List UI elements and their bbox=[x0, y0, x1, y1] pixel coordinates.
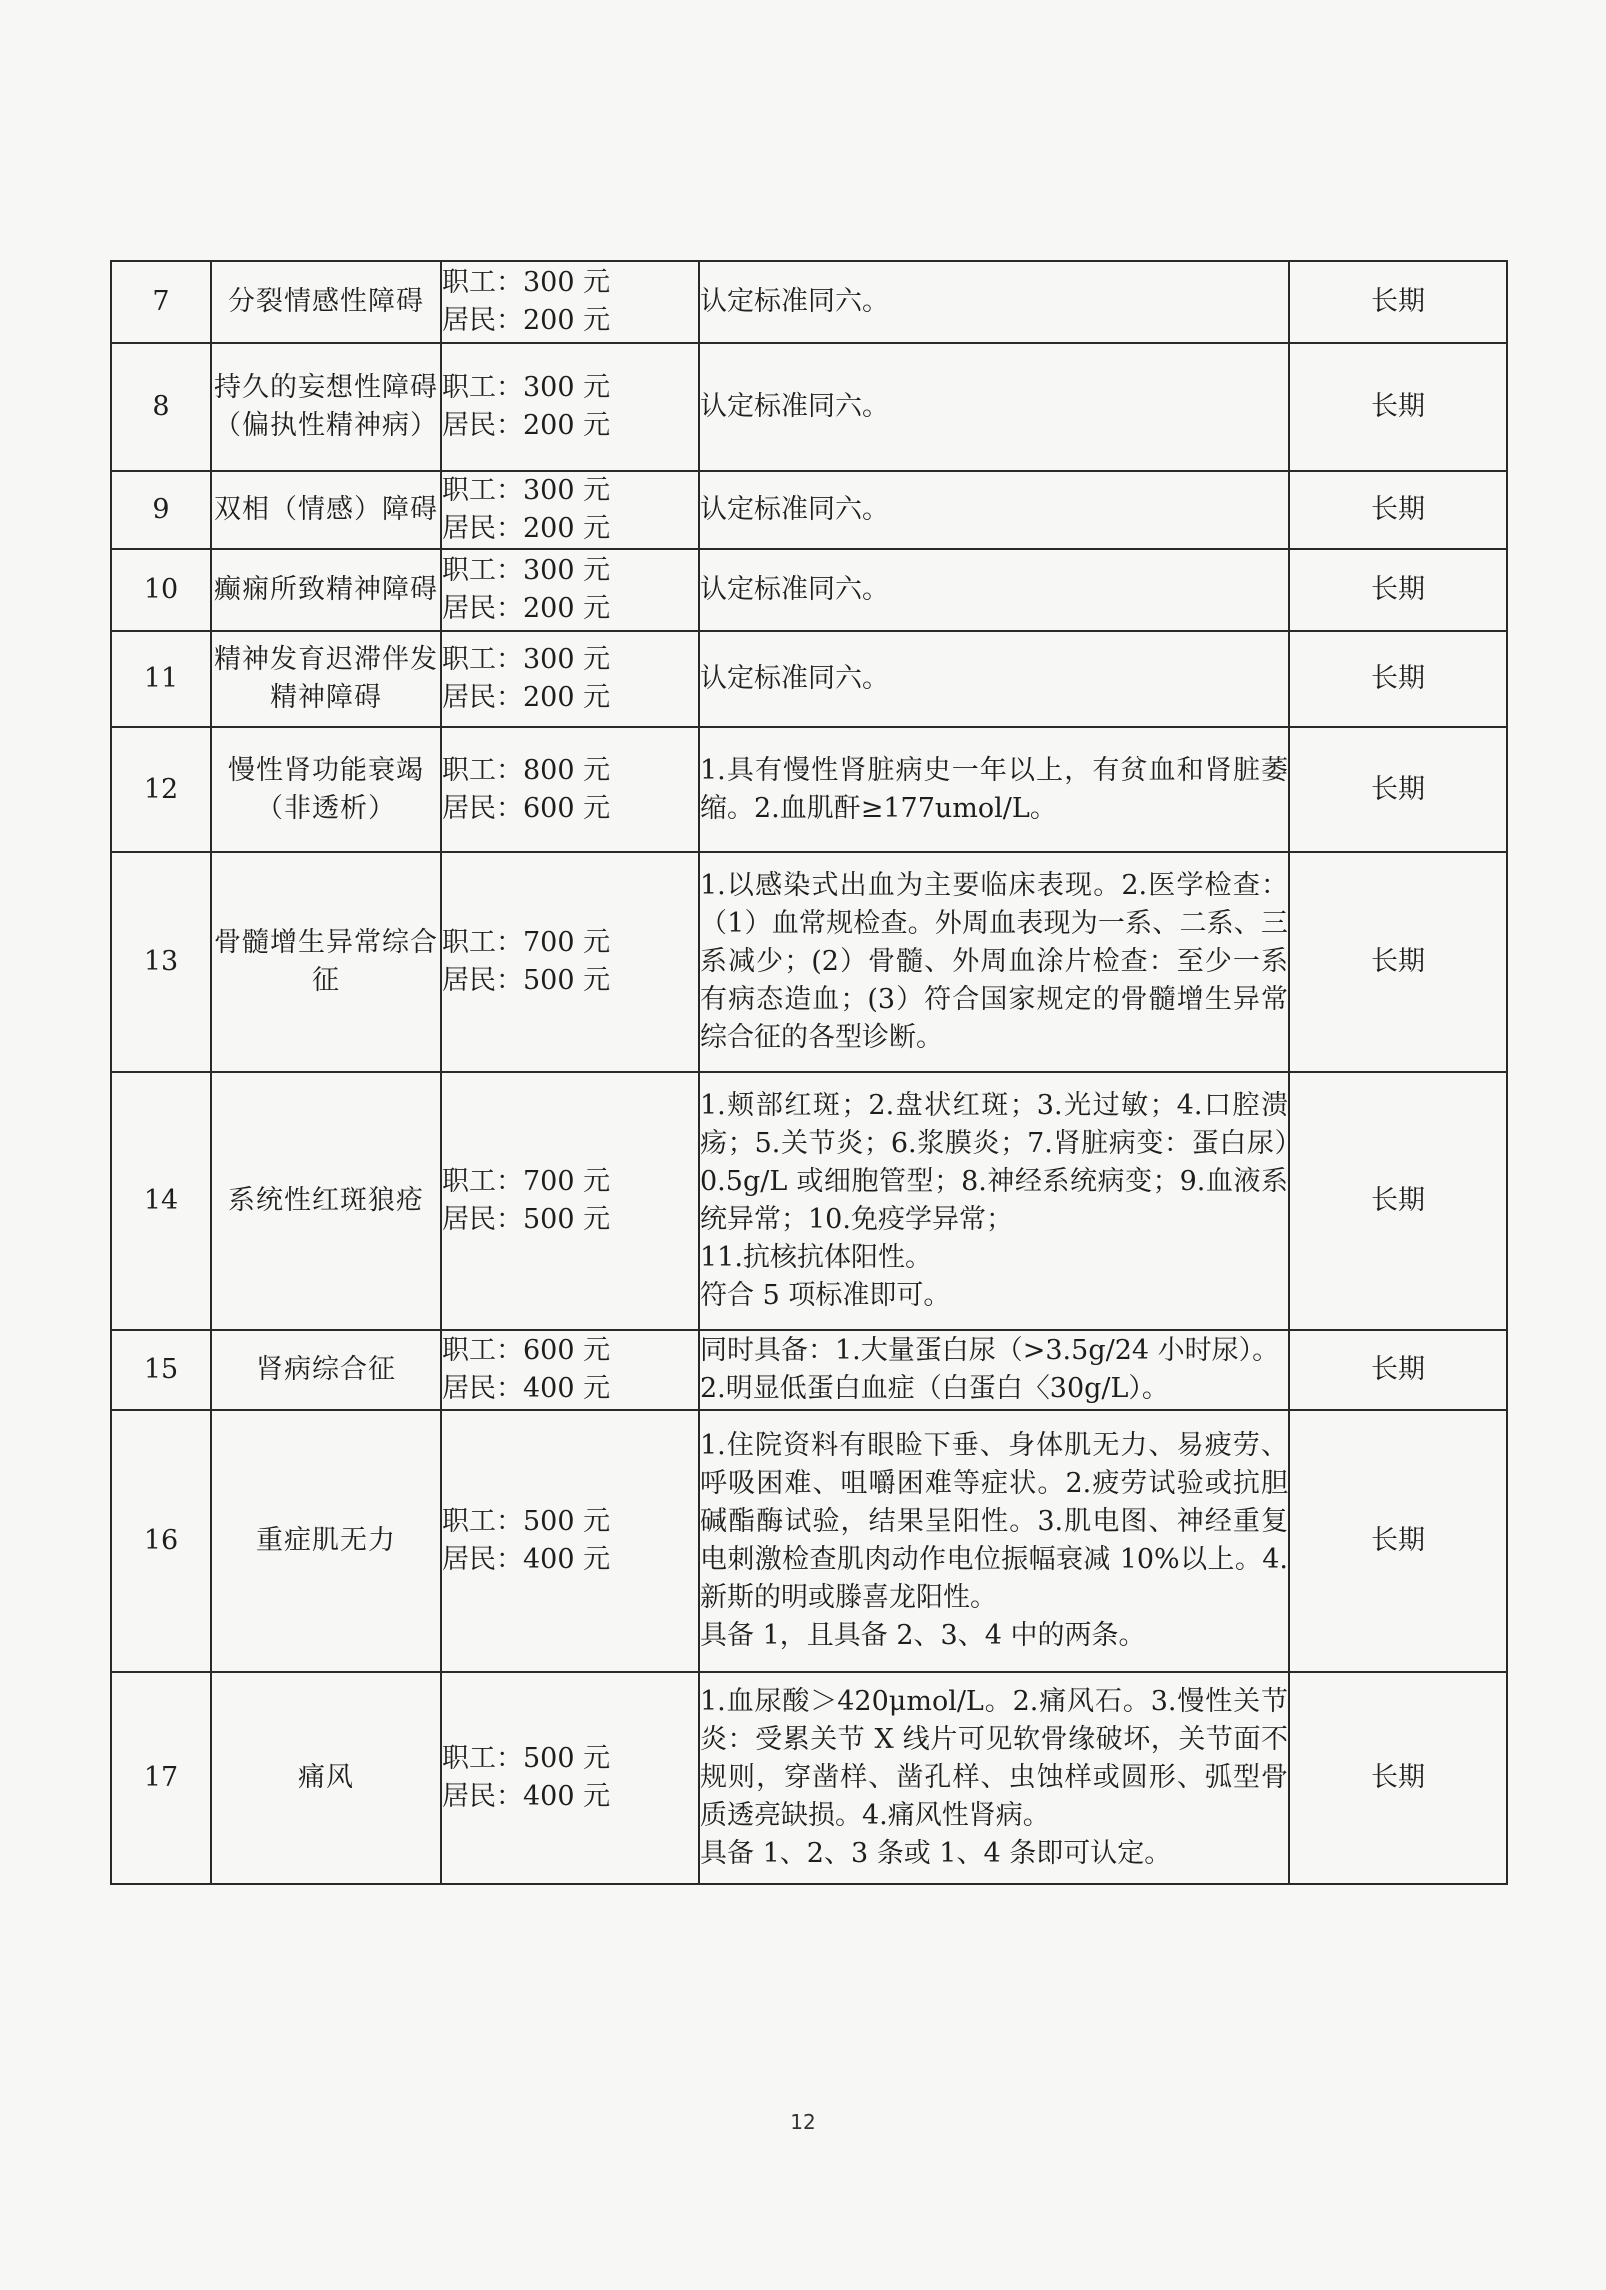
payment-limit bbox=[441, 852, 699, 1072]
disease-name: 重症肌无力 bbox=[211, 1410, 441, 1672]
criteria-paragraph: 认定标准同六。 bbox=[700, 574, 889, 605]
criteria-paragraph: 1.血尿酸＞420μmol/L。2.痛风石。3.慢性关节炎：受累关节 X 线片可见软骨缘破坏，关节面不规则，穿凿样、凿孔样、虫蚀样或圆形、弧型骨质透亮缺损。4.痛风性肾病。 bbox=[700, 1686, 1288, 1831]
criteria-text bbox=[699, 261, 1289, 343]
limit-line: 居民：400 元 bbox=[442, 1373, 611, 1404]
limit-line: 职工：300 元 bbox=[442, 267, 611, 298]
criteria-text bbox=[699, 631, 1289, 727]
limit-line: 居民：500 元 bbox=[442, 1204, 611, 1235]
criteria-paragraph: 1.具有慢性肾脏病史一年以上，有贫血和肾脏萎缩。2.血肌酐≥177umol/L。 bbox=[700, 754, 1288, 824]
limit-line: 职工：700 元 bbox=[442, 1166, 611, 1197]
validity-period: 长期 bbox=[1289, 261, 1507, 343]
row-number: 8 bbox=[111, 343, 211, 471]
validity-period: 长期 bbox=[1289, 852, 1507, 1072]
row-number: 15 bbox=[111, 1330, 211, 1410]
criteria-paragraph: 认定标准同六。 bbox=[700, 494, 889, 525]
page-number: 12 bbox=[790, 2110, 816, 2134]
criteria-text bbox=[699, 1672, 1289, 1884]
limit-line: 职工：300 元 bbox=[442, 644, 611, 675]
payment-limit bbox=[441, 343, 699, 471]
payment-limit bbox=[441, 727, 699, 852]
limit-line: 职工：500 元 bbox=[442, 1506, 611, 1537]
validity-period: 长期 bbox=[1289, 471, 1507, 549]
validity-period: 长期 bbox=[1289, 1672, 1507, 1884]
limit-line: 居民：400 元 bbox=[442, 1544, 611, 1575]
validity-period: 长期 bbox=[1289, 1072, 1507, 1330]
row-number: 16 bbox=[111, 1410, 211, 1672]
criteria-text bbox=[699, 1330, 1289, 1410]
criteria-text bbox=[699, 343, 1289, 471]
row-number: 9 bbox=[111, 471, 211, 549]
criteria-paragraph: 同时具备：1.大量蛋白尿（>3.5g/24 小时尿）。 bbox=[700, 1335, 1280, 1366]
limit-line: 职工：800 元 bbox=[442, 754, 611, 786]
disease-name: 双相（情感）障碍 bbox=[211, 471, 441, 549]
table-row bbox=[111, 1330, 1507, 1410]
criteria-paragraph: 认定标准同六。 bbox=[700, 286, 889, 317]
table-row bbox=[111, 261, 1507, 343]
criteria-paragraph: 具备 1、2、3 条或 1、4 条即可认定。 bbox=[700, 1838, 1172, 1869]
row-number: 17 bbox=[111, 1672, 211, 1884]
criteria-text bbox=[699, 1072, 1289, 1330]
disease-name: 肾病综合征 bbox=[211, 1330, 441, 1410]
limit-line: 居民：200 元 bbox=[442, 682, 611, 713]
limit-line: 职工：300 元 bbox=[442, 555, 611, 586]
validity-period: 长期 bbox=[1289, 631, 1507, 727]
table-row bbox=[111, 343, 1507, 471]
criteria-text bbox=[699, 471, 1289, 549]
disease-name: 持久的妄想性障碍（偏执性精神病） bbox=[211, 343, 441, 471]
criteria-paragraph: 11.抗核抗体阳性。 bbox=[700, 1242, 932, 1273]
criteria-paragraph: 认定标准同六。 bbox=[700, 391, 889, 422]
payment-limit bbox=[441, 631, 699, 727]
payment-limit bbox=[441, 1410, 699, 1672]
table-row bbox=[111, 1672, 1507, 1884]
criteria-paragraph: 认定标准同六。 bbox=[700, 663, 889, 694]
table-row bbox=[111, 1072, 1507, 1330]
limit-line: 居民：400 元 bbox=[442, 1781, 611, 1812]
criteria-text bbox=[699, 549, 1289, 631]
validity-period: 长期 bbox=[1289, 727, 1507, 852]
disease-name: 骨髓增生异常综合征 bbox=[211, 852, 441, 1072]
disease-name: 癫痫所致精神障碍 bbox=[211, 549, 441, 631]
disease-name: 精神发育迟滞伴发精神障碍 bbox=[211, 631, 441, 727]
limit-line: 职工：600 元 bbox=[442, 1335, 611, 1366]
disease-name: 痛风 bbox=[211, 1672, 441, 1884]
payment-limit bbox=[441, 471, 699, 549]
row-number: 14 bbox=[111, 1072, 211, 1330]
table-row bbox=[111, 1410, 1507, 1672]
disease-name: 分裂情感性障碍 bbox=[211, 261, 441, 343]
payment-limit bbox=[441, 1072, 699, 1330]
row-number: 13 bbox=[111, 852, 211, 1072]
row-number: 10 bbox=[111, 549, 211, 631]
criteria-text bbox=[699, 727, 1289, 852]
criteria-paragraph: 1.以感染式出血为主要临床表现。2.医学检查：（1）血常规检查。外周血表现为一系、二系、三系减少；(2）骨髓、外周血涂片检查：至少一系有病态造血；(3）符合国家规定的骨髓增生异常综合征的各型诊断。 bbox=[700, 870, 1288, 1053]
row-number: 11 bbox=[111, 631, 211, 727]
validity-period: 长期 bbox=[1289, 549, 1507, 631]
validity-period: 长期 bbox=[1289, 1410, 1507, 1672]
validity-period: 长期 bbox=[1289, 343, 1507, 471]
table-row bbox=[111, 727, 1507, 852]
criteria-paragraph: 具备 1，且具备 2、3、4 中的两条。 bbox=[700, 1620, 1146, 1651]
table-row bbox=[111, 631, 1507, 727]
row-number: 7 bbox=[111, 261, 211, 343]
limit-line: 职工：500 元 bbox=[442, 1743, 611, 1774]
criteria-text bbox=[699, 1410, 1289, 1672]
criteria-paragraph: 1.颊部红斑；2.盘状红斑；3.光过敏；4.口腔溃疡；5.关节炎；6.浆膜炎；7.肾脏病变：蛋白尿）0.5g/L 或细胞管型；8.神经系统病变；9.血液系统异常；10.免疫学异常； bbox=[700, 1090, 1288, 1235]
disease-table bbox=[110, 260, 1508, 1885]
table-row bbox=[111, 549, 1507, 631]
disease-name: 系统性红斑狼疮 bbox=[211, 1072, 441, 1330]
payment-limit bbox=[441, 261, 699, 343]
limit-line: 居民：200 元 bbox=[442, 593, 611, 624]
limit-line: 职工：700 元 bbox=[442, 927, 611, 958]
criteria-paragraph: 符合 5 项标准即可。 bbox=[700, 1280, 951, 1311]
table-row bbox=[111, 852, 1507, 1072]
limit-line: 职工：300 元 bbox=[442, 475, 611, 506]
limit-line: 居民：200 元 bbox=[442, 305, 611, 336]
limit-line: 居民：200 元 bbox=[442, 513, 611, 544]
payment-limit bbox=[441, 1330, 699, 1410]
disease-name: 慢性肾功能衰竭（非透析） bbox=[211, 727, 441, 852]
limit-line: 居民：500 元 bbox=[442, 965, 611, 996]
limit-line: 居民：600 元 bbox=[442, 792, 611, 824]
validity-period: 长期 bbox=[1289, 1330, 1507, 1410]
limit-line: 职工：300 元 bbox=[442, 372, 611, 403]
payment-limit bbox=[441, 549, 699, 631]
limit-line: 居民：200 元 bbox=[442, 410, 611, 441]
row-number: 12 bbox=[111, 727, 211, 852]
criteria-paragraph: 2.明显低蛋白血症（白蛋白〈30g/L）。 bbox=[700, 1373, 1169, 1404]
payment-limit bbox=[441, 1672, 699, 1884]
criteria-paragraph: 1.住院资料有眼睑下垂、身体肌无力、易疲劳、呼吸困难、咀嚼困难等症状。2.疲劳试验或抗胆碱酯酶试验，结果呈阳性。3.肌电图、神经重复电刺激检查肌肉动作电位振幅衰减 10%以上。4.新斯的明或滕喜龙阳性。 bbox=[700, 1430, 1288, 1613]
criteria-text bbox=[699, 852, 1289, 1072]
table-row bbox=[111, 471, 1507, 549]
